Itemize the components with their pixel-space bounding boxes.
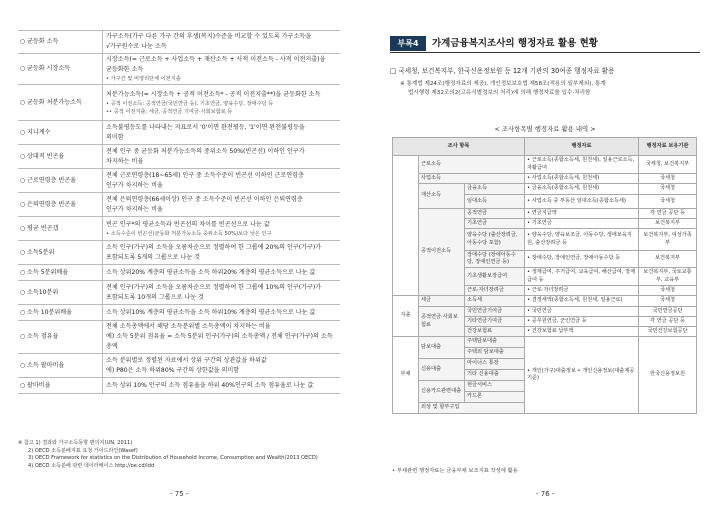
admin-data-cell: • 연금지급액 (525, 209, 639, 219)
definition-term (18, 54, 103, 85)
item-cell: 금융소득 (465, 184, 525, 195)
bullet-icon: ○ (20, 288, 26, 296)
agency-cell: 보건복지부 (639, 219, 697, 229)
item-cell: 기타연금기여금 (465, 317, 525, 327)
admin-data-cell: • 양육수당, 양육보조금, 아동수당, 생애보육지원, 출산장려금 등 (525, 229, 639, 251)
footnote: 3) OECD Framework for statistics on the Distribution of Household Income, Consumption and Wealth(2013 OECD) (28, 455, 318, 462)
definition-desc (103, 354, 341, 378)
table-row (393, 209, 697, 219)
desc-line: 소득 상위 10% 인구의 소득 점유율을 하위 40%인구의 소득 점유율로 나눈 값 (106, 381, 314, 389)
desc-line: 전체 소득총액에서 해당 소득분위별 소득총액이 차지하는 비율 (106, 323, 271, 330)
definition-desc (103, 193, 341, 217)
admin-data-cell: • 장애수당, 장애인연금, 장애아동수당 등 (525, 251, 639, 268)
appendix-badge: 부록4 (390, 36, 426, 51)
bullet-icon: ○ (20, 38, 26, 45)
definition-desc (103, 241, 341, 265)
definition-desc (103, 321, 341, 354)
term-label: 팔마비율 (27, 381, 51, 389)
term-label: 은퇴연령층 빈곤율 (27, 200, 77, 208)
definition-term (18, 85, 103, 121)
definition-term (18, 241, 103, 265)
item-cell: 현금서비스 (465, 381, 525, 392)
desc-line: 균등화한 소득 (106, 66, 144, 73)
bullet-icon: ○ (20, 333, 26, 340)
desc-line: 전체 근로연령층(18~65세) 인구 중 소득수준이 빈곤선 이하인 근로연령층 (106, 171, 304, 179)
category-cell: 지출 (393, 296, 419, 337)
subcategory-cell: 외상 및 할부구입 (419, 403, 525, 414)
item-cell: 기초생활보장급여 (465, 268, 525, 286)
term-label: 균등화 시장소득 (27, 65, 71, 72)
bullet-icon: ○ (20, 268, 26, 276)
desc-line: 차지하는 비율 (106, 157, 144, 165)
right-page (360, 0, 720, 508)
desc-line: 소득불평등도를 나타내는 지표로서 '0'이면 완전평등, '1'이면 완전불평등을 (106, 123, 305, 131)
item-cell: 카드론 (465, 392, 525, 403)
header-holding-agency: 행정자료 보유기관 (639, 138, 697, 156)
definition-desc (103, 121, 341, 145)
desc-line: 예) 소득 5분위 점유율 = 소득 5분위 인구(가구)의 소득총액 / 전체 인구(가구)의 소득총액 (106, 333, 333, 350)
definition-row (18, 85, 340, 121)
footnote: 2) OECD 소득분배지표 요청 가이드라인(Wasef) (28, 447, 138, 454)
definition-desc (103, 31, 341, 54)
admin-data-table (392, 137, 697, 414)
agency-cell: 국민연금공단 (639, 307, 697, 317)
desc-line: √가구원수로 나눈 소득 (106, 43, 167, 50)
item-cell: 주택담보대출 (465, 337, 525, 348)
definition-desc (103, 217, 341, 241)
admin-data-cell: • 사업소득 중 부동산 임대소득(종합소득세) (525, 195, 639, 209)
item-cell: 마이너스 통장 (465, 359, 525, 370)
subcategory-cell: 공적이전소득 (419, 209, 465, 296)
definition-row (18, 265, 340, 281)
appendix-title-bar (390, 36, 700, 53)
definition-desc (103, 305, 341, 321)
item-cell: 임대소득 (465, 195, 525, 209)
term-label: 근로연령층 빈곤율 (27, 176, 77, 184)
item-cell: 국민연금기여금 (465, 307, 525, 317)
admin-data-cell: • 근로·자녀장려금 (525, 286, 639, 296)
table-row (393, 296, 697, 307)
footnote: 4) OECD 소득분배 관련 데이터베이스 http://oe.cd/idd (28, 462, 155, 469)
bullet-icon: ○ (20, 361, 26, 369)
term-label: 균등화 처분가능소득 (27, 98, 82, 106)
admin-data-cell: • 건강보험료 납부액 (525, 327, 639, 337)
definition-term (18, 145, 103, 169)
admin-data-cell: • 사업소득(종합소득세, 원천세) (525, 174, 639, 184)
definition-row (18, 354, 340, 378)
definition-term (18, 305, 103, 321)
admin-data-cell: • 기초연금 (525, 219, 639, 229)
definition-desc (103, 281, 341, 305)
definition-desc (103, 169, 341, 193)
category-cell: 부채 (393, 337, 419, 414)
header-survey-item: 조사 항목 (393, 138, 525, 156)
definition-term (18, 121, 103, 145)
definition-row (18, 31, 340, 54)
admin-data-cell: • 개인(가구)대출정보 • 개인신용정보(대출제공 기준) (525, 337, 639, 414)
table-footnote: • 부채관련 행정자료는 금융부채 보조지표 작성에 활용 (392, 468, 518, 474)
desc-line: 소득 상위20% 계층의 평균소득을 소득 하위20% 계층의 평균소득으로 나눈 값 (106, 268, 316, 276)
desc-line: 인구가 차지하는 비율 (106, 181, 163, 189)
definition-term (18, 31, 103, 54)
term-label: 소득 팔마비율 (27, 361, 65, 369)
desc-subnote: • 가구간 및 비영리단체 이전지출 (106, 76, 181, 82)
desc-line: 전체 인구(가구)의 소득을 오름차순으로 정렬하여 한 그룹에 10%의 인구(가구)가 (106, 283, 322, 291)
subcategory-cell: 담보대출 (419, 337, 465, 359)
definitions-table (18, 30, 340, 394)
bullet-icon: ○ (20, 176, 26, 184)
definition-row (18, 193, 340, 217)
admin-data-cell: • 근로소득(종합소득세, 원천세), 일용근로소득, 자활급여 (525, 156, 639, 174)
subcategory-cell: 사업소득 (419, 174, 525, 184)
subcategory-cell: 근로소득 (419, 156, 525, 174)
desc-line: 전체 인구 중 균등화 처분가능소득의 중위소득 50%(빈곤선) 이하인 인구가 (106, 147, 305, 155)
term-label: 상대적 빈곤율 (27, 152, 65, 160)
term-label: 평균 빈곤갭 (27, 224, 59, 232)
category-cell (393, 156, 419, 296)
term-label: 균등화 소득 (27, 38, 59, 45)
subcategory-cell: 신용카드관련대출 (419, 381, 465, 403)
definition-row (18, 305, 340, 321)
desc-subnote: • 소득수준이 빈곤선(균등화 처분가능소득 중위소득 50%)보다 낮은 인구 (106, 230, 272, 237)
page-number: - 75 - (170, 490, 189, 498)
item-cell: 근로·자녀장려금 (465, 286, 525, 296)
definition-term (18, 321, 103, 354)
table-caption: < 조사항목별 행정자료 활용 내역 > (494, 125, 596, 133)
bullet-icon: ○ (20, 224, 26, 232)
desc-line: 에) P80은 소득 하위80% 구간의 상한값을 의미함 (106, 366, 240, 374)
agency-cell: 국세청 (639, 195, 697, 209)
term-label: 지니계수 (27, 128, 51, 136)
left-footnotes (18, 440, 338, 470)
subcategory-cell: 재산소득 (419, 184, 465, 209)
legal-note-line: 법시행령 제32조의2(고유식별정보의 처리)에 의해 행정자료를 입수·처리함 (408, 90, 591, 96)
bullet-icon: ○ (20, 248, 26, 256)
agency-cell: 국세청 (639, 184, 697, 195)
agency-cell: 국세청 (639, 296, 697, 307)
definition-row (18, 217, 340, 241)
desc-line: 의미함 (106, 133, 124, 141)
bullet-icon: ○ (20, 308, 26, 316)
term-label: 소득10분위 (27, 288, 59, 296)
item-cell: 공적연금 (465, 209, 525, 219)
admin-data-cell: • 국민연금 (525, 307, 639, 317)
agency-cell: 보건복지부 (639, 251, 697, 268)
term-label: 소득 점유율 (27, 333, 59, 340)
desc-subnote: • 공적 이전소득: 공적연금(국민연금 등), 기초연금, 양육수당, 장애수당 등 (106, 100, 274, 107)
table-row (393, 184, 697, 195)
definition-term (18, 217, 103, 241)
item-cell: 기초연금 (465, 219, 525, 229)
definition-desc (103, 85, 341, 121)
admin-data-cell: • 생계급여, 주거급여, 교육급여, 해산급여, 장제급여 등 (525, 268, 639, 286)
definition-term (18, 265, 103, 281)
desc-line: 빈곤 인구*의 평균소득과 빈곤선의 차이를 빈곤선으로 나눈 값 (106, 220, 270, 228)
term-label: 소득 10분위배율 (27, 308, 73, 316)
table-row (393, 337, 697, 348)
intro-text: □ 국세청, 보건복지부, 한국신용정보원 등 12개 기관의 30여종 행정자료 활용 (390, 67, 615, 75)
agency-cell: 국세청 (639, 174, 697, 184)
table-row (393, 156, 697, 174)
desc-subnote: •• 공적 이전지출: 세금, 공적연금 기여금·사회보험료 등 (106, 108, 233, 115)
item-cell: 주택외 담보대출 (465, 348, 525, 359)
desc-line: 인구가 차지하는 비율 (106, 205, 163, 213)
bullet-icon: ○ (20, 200, 26, 208)
definition-desc (103, 265, 341, 281)
agency-cell: 각 연금 공단 등 (639, 209, 697, 219)
desc-line: 시장소득(= 근로소득 + 사업소득 + 재산소득 + 사적 이전소득 - 사적 이전지출)을 (106, 56, 326, 63)
agency-cell: 국세청, 보건복지부 (639, 156, 697, 174)
desc-line: 전체 은퇴연령층(66세이상) 인구 중 소득수준이 빈곤선 이하인 은퇴연령층 (106, 195, 303, 203)
definition-term (18, 193, 103, 217)
term-label: 소득5분위 (27, 248, 55, 256)
definition-row (18, 145, 340, 169)
definition-desc (103, 145, 341, 169)
definition-row (18, 321, 340, 354)
definition-term (18, 354, 103, 378)
bullet-icon: ○ (20, 128, 26, 136)
definition-row (18, 121, 340, 145)
page-title: 가계금융복지조사의 행정자료 활용 현황 (432, 38, 598, 49)
definition-row (18, 281, 340, 305)
item-cell: 장애수당 (장애아동수당, 장애인연금 등) (465, 251, 525, 268)
desc-line: 가구소득(가구 다른 가구 간의 후생(복지)수준을 비교할 수 있도록 가구소득을 (106, 33, 312, 40)
agency-cell: 보건복지부, 국토교통부, 교육부 (639, 268, 697, 286)
table-row (393, 307, 697, 317)
legal-note-line: ※ 통계법 제24조(행정자료의 제공), 개인정보보호법 제58조(적용의 일부제외), 통계 (400, 81, 606, 87)
desc-line: 처분가능소득(= 시장소득 + 공적 이전소득* - 공적 이전지출**)을 균등화한 소득 (106, 90, 321, 98)
definition-row (18, 378, 340, 394)
definition-row (18, 241, 340, 265)
page-number: - 76 - (536, 490, 555, 498)
subcategory-cell: 세금 (419, 296, 465, 307)
desc-line: 포함되도록 10개의 그룹으로 나눈 것 (106, 293, 204, 301)
bullet-icon: ○ (20, 152, 26, 160)
definition-row (18, 54, 340, 85)
item-cell: 기타 신용대출 (465, 370, 525, 381)
header-admin-data: 행정자료 (525, 138, 639, 156)
subcategory-cell: 신용대출 (419, 359, 465, 381)
definition-row (18, 169, 340, 193)
definition-term (18, 169, 103, 193)
item-cell: 양육수당 (출산장려금, 아동수당 포함) (465, 229, 525, 251)
legal-note (400, 80, 702, 98)
definition-desc (103, 54, 341, 85)
desc-line: 포함되도록 5개의 그룹으로 나눈 것 (106, 253, 201, 261)
footnote: ※ 참고 1) 결과와 가구소득동향 편의지(UN, 2011) (18, 440, 133, 446)
desc-line: 소득 분위별로 정렬된 자료에서 상위 구간의 상관값을 하위값 (106, 356, 267, 364)
desc-line: 소득 상위10% 계층의 평균소득을 소득 하위10% 계층의 평균소득으로 나눈 값 (106, 308, 316, 316)
term-label: 소득 5분위배율 (27, 268, 69, 276)
subcategory-cell: 공적연금·사회보험료 (419, 307, 465, 337)
bullet-icon: ○ (20, 98, 26, 106)
agency-cell: 국세청 (639, 286, 697, 296)
item-cell: 소득세 (465, 296, 525, 307)
table-row (393, 174, 697, 184)
agency-cell: 국민건강보험공단 (639, 327, 697, 337)
admin-data-cell: • 결정세액(종합소득세, 원천세, 일용근로) (525, 296, 639, 307)
agency-cell: 각 연금 공단 등 (639, 317, 697, 327)
desc-line: 소득 인구(가구)의 소득을 오름차순으로 정렬하여 한 그룹에 20%의 인구(가구)가 (106, 243, 322, 251)
agency-cell: 한국신용정보원 (639, 337, 697, 414)
admin-data-cell: • 금융소득(종합소득세, 원천세) (525, 184, 639, 195)
bullet-icon: ○ (20, 381, 26, 389)
admin-data-cell: • 공무원연금, 군인연금 등 (525, 317, 639, 327)
agency-cell: 보건복지부, 여성가족부 (639, 229, 697, 251)
bullet-icon: ○ (20, 65, 26, 72)
definition-term (18, 378, 103, 394)
definition-desc (103, 378, 341, 394)
item-cell: 건강보험료 (465, 327, 525, 337)
definition-term (18, 281, 103, 305)
